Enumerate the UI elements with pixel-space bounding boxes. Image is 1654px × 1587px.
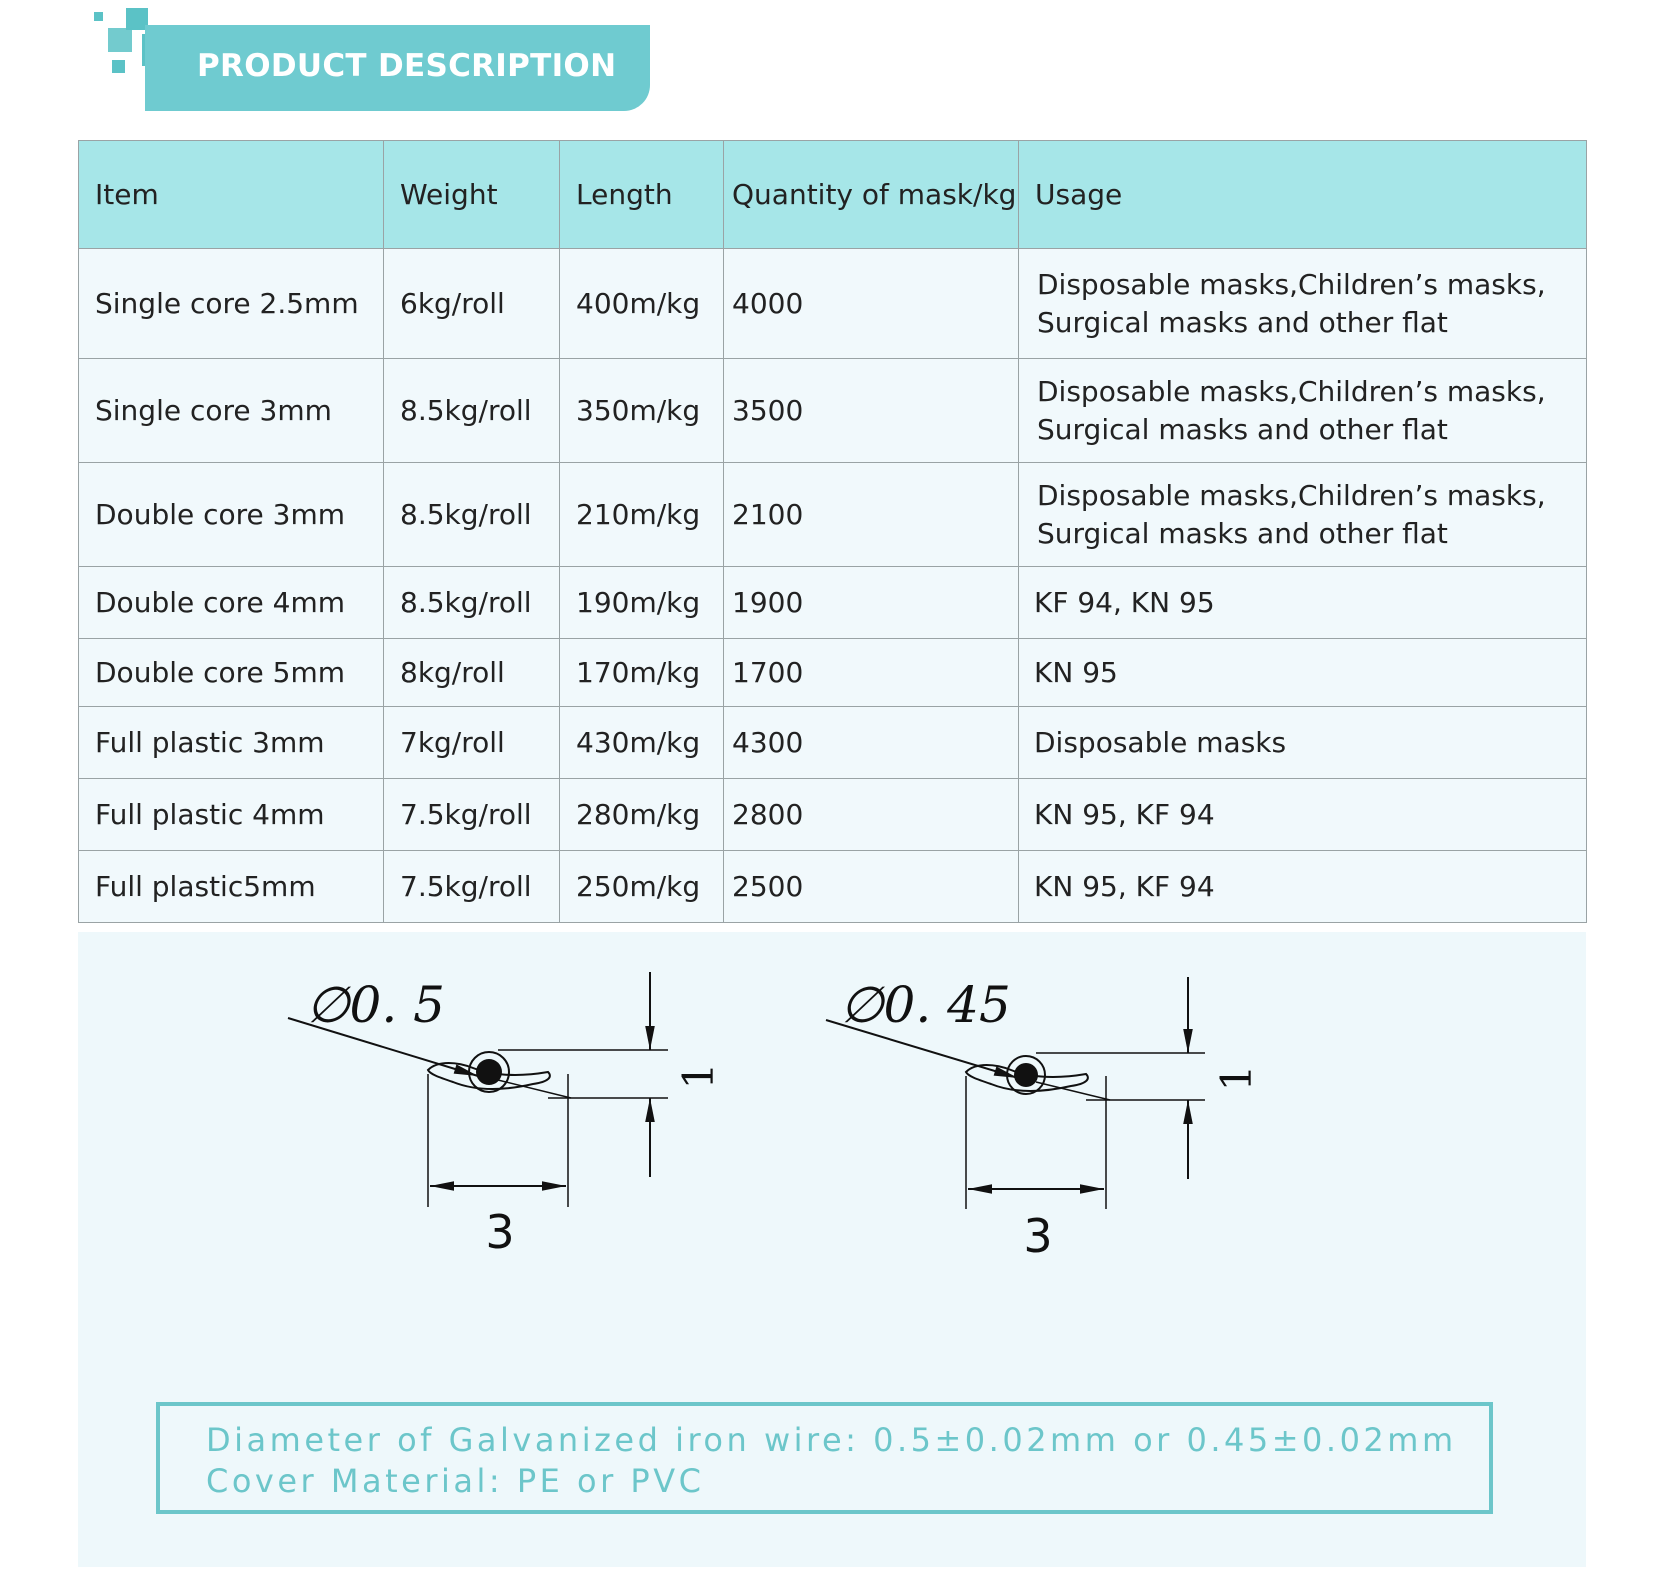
cell-length: 250m/kg xyxy=(560,851,724,923)
usage-line: Disposable masks,Children’s masks, xyxy=(1037,478,1546,512)
wire-core xyxy=(476,1059,502,1085)
cell-length: 430m/kg xyxy=(560,707,724,779)
spec-note-box xyxy=(156,1402,1493,1514)
col-header-weight: Weight xyxy=(384,141,560,249)
col-header-length: Length xyxy=(560,141,724,249)
cell-usage xyxy=(1019,851,1587,923)
usage-line: Disposable masks xyxy=(1034,725,1287,759)
table-row xyxy=(79,463,1587,567)
table-header-row xyxy=(79,141,1587,249)
diagram-area xyxy=(78,932,1586,1567)
col-header-quantity: Quantity of mask/kg xyxy=(724,141,1019,249)
cell-weight: 8.5kg/roll xyxy=(384,359,560,463)
usage-line: Disposable masks,Children’s masks, xyxy=(1037,267,1546,301)
usage-line: KF 94, KN 95 xyxy=(1034,585,1215,619)
cell-length: 210m/kg xyxy=(560,463,724,567)
cell-length: 190m/kg xyxy=(560,567,724,639)
cell-item: Double core 5mm xyxy=(79,639,384,707)
cell-quantity: 2800 xyxy=(724,779,1019,851)
cell-weight: 8.5kg/roll xyxy=(384,463,560,567)
table-row xyxy=(79,567,1587,639)
wire-core xyxy=(1014,1063,1038,1087)
cell-quantity: 1700 xyxy=(724,639,1019,707)
table-row xyxy=(79,779,1587,851)
note-cover-material: Cover Material: PE or PVC xyxy=(206,1462,705,1500)
cell-item: Single core 2.5mm xyxy=(79,249,384,359)
cell-weight: 6kg/roll xyxy=(384,249,560,359)
cell-weight: 7.5kg/roll xyxy=(384,779,560,851)
cell-usage xyxy=(1019,639,1587,707)
table-row xyxy=(79,639,1587,707)
cell-usage xyxy=(1019,707,1587,779)
cell-item: Double core 4mm xyxy=(79,567,384,639)
cell-quantity: 4000 xyxy=(724,249,1019,359)
decor-square-icon xyxy=(94,12,103,21)
diameter-label: ∅0. 45 xyxy=(840,976,1011,1034)
cell-item: Full plastic 3mm xyxy=(79,707,384,779)
height-label: 1 xyxy=(1212,1064,1261,1092)
wire-diagram-2 xyxy=(826,976,1261,1263)
table-row xyxy=(79,249,1587,359)
cell-weight: 7.5kg/roll xyxy=(384,851,560,923)
cell-length: 280m/kg xyxy=(560,779,724,851)
usage-line: KN 95, KF 94 xyxy=(1034,869,1215,903)
cell-usage xyxy=(1019,567,1587,639)
wire-diagram-1 xyxy=(288,972,723,1259)
cell-weight: 7kg/roll xyxy=(384,707,560,779)
cell-item: Double core 3mm xyxy=(79,463,384,567)
usage-line: KN 95, KF 94 xyxy=(1034,797,1215,831)
page-title: PRODUCT DESCRIPTION xyxy=(197,48,617,84)
table-row xyxy=(79,359,1587,463)
note-diameter: Diameter of Galvanized iron wire: 0.5±0.02mm or 0.45±0.02mm xyxy=(206,1421,1457,1459)
cell-quantity: 3500 xyxy=(724,359,1019,463)
cell-item: Full plastic 4mm xyxy=(79,779,384,851)
col-header-item: Item xyxy=(79,141,384,249)
cell-usage xyxy=(1019,359,1587,463)
cell-usage xyxy=(1019,779,1587,851)
width-label: 3 xyxy=(1023,1209,1053,1263)
usage-line: Disposable masks,Children’s masks, xyxy=(1037,374,1546,408)
height-label: 1 xyxy=(674,1062,723,1090)
usage-line: Surgical masks and other flat xyxy=(1037,305,1448,339)
usage-line: KN 95 xyxy=(1034,655,1118,689)
cell-usage xyxy=(1019,463,1587,567)
cell-item: Full plastic5mm xyxy=(79,851,384,923)
cell-length: 400m/kg xyxy=(560,249,724,359)
col-header-usage: Usage xyxy=(1019,141,1587,249)
table-row xyxy=(79,707,1587,779)
decor-square-icon xyxy=(112,60,125,73)
cell-quantity: 2500 xyxy=(724,851,1019,923)
cell-quantity: 4300 xyxy=(724,707,1019,779)
cell-quantity: 2100 xyxy=(724,463,1019,567)
cell-usage xyxy=(1019,249,1587,359)
usage-line: Surgical masks and other flat xyxy=(1037,516,1448,550)
decor-square-icon xyxy=(108,28,132,52)
cell-quantity: 1900 xyxy=(724,567,1019,639)
table-row xyxy=(79,851,1587,923)
cell-length: 350m/kg xyxy=(560,359,724,463)
cell-weight: 8.5kg/roll xyxy=(384,567,560,639)
spec-table xyxy=(78,140,1587,923)
diameter-label: ∅0. 5 xyxy=(306,976,445,1034)
cell-weight: 8kg/roll xyxy=(384,639,560,707)
section-banner xyxy=(90,8,650,113)
cell-length: 170m/kg xyxy=(560,639,724,707)
cell-item: Single core 3mm xyxy=(79,359,384,463)
width-label: 3 xyxy=(485,1205,515,1259)
usage-line: Surgical masks and other flat xyxy=(1037,412,1448,446)
